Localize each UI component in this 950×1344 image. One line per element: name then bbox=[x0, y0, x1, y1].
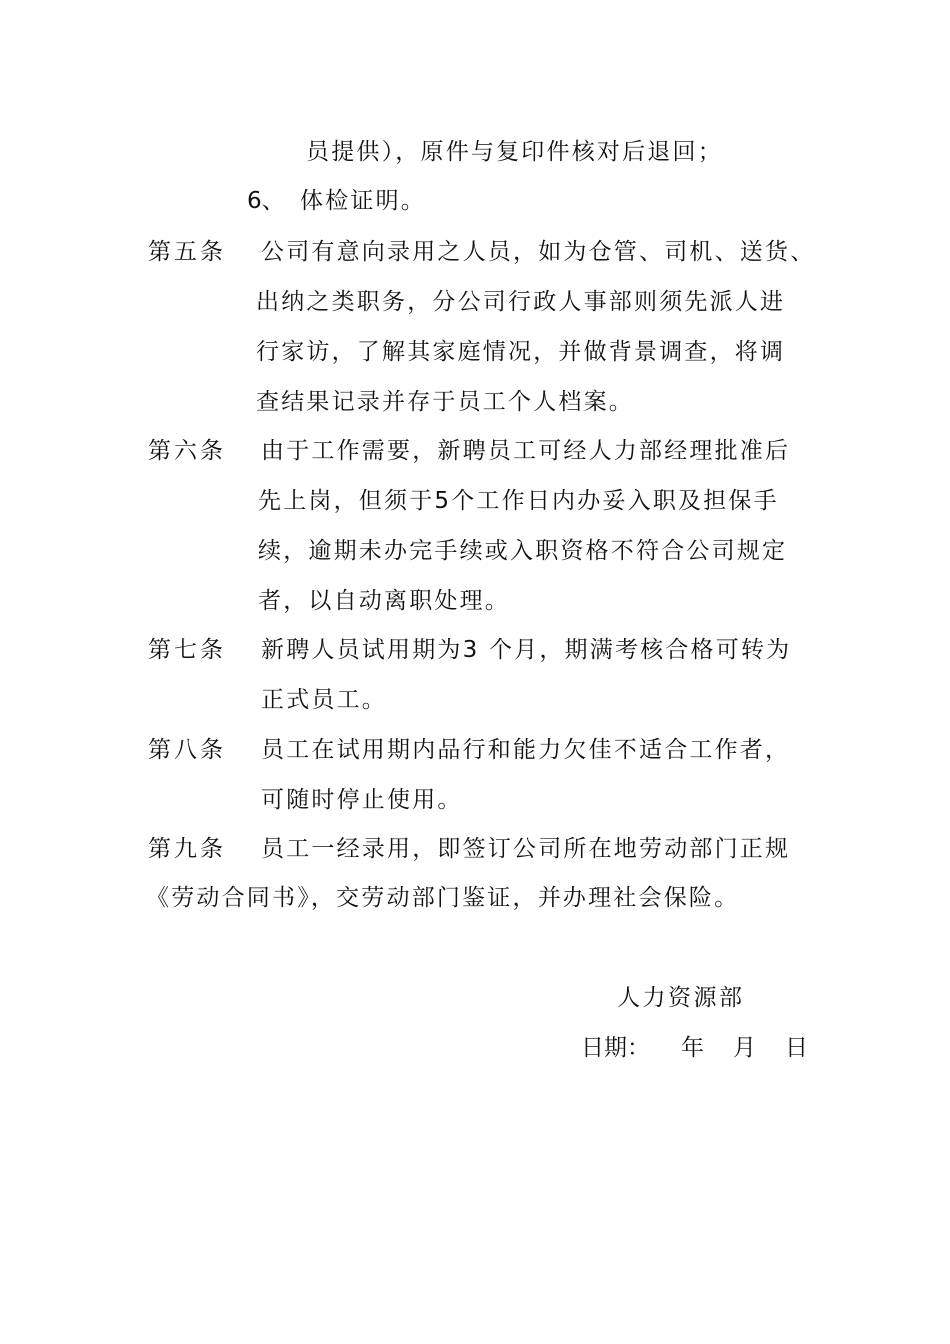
article-5-line-3: 行家访，了解其家庭情况，并做背景调查，将调 bbox=[256, 339, 786, 365]
article-8-line-2: 可随时停止使用。 bbox=[261, 787, 463, 813]
article-6-line-1: 由于工作需要，新聘员工可经人力部经理批准后 bbox=[261, 438, 791, 464]
date-label: 日期： bbox=[581, 1035, 650, 1061]
article-8-label: 第八条 bbox=[148, 737, 226, 763]
article-5-line-1: 公司有意向录用之人员，如为仓管、司机、送货、 bbox=[261, 239, 816, 265]
signature-department: 人力资源部 bbox=[617, 985, 745, 1011]
item-6-number: 6、 bbox=[247, 188, 285, 214]
article-6-label: 第六条 bbox=[148, 438, 226, 464]
article-7-line-1: 新聘人员试用期为3 个月，期满考核合格可转为 bbox=[261, 637, 792, 663]
date-month: 月 bbox=[733, 1035, 756, 1061]
article-5-label: 第五条 bbox=[148, 239, 226, 265]
article-9-label: 第九条 bbox=[148, 836, 226, 862]
article-5-line-4: 查结果记录并存于员工个人档案。 bbox=[256, 389, 634, 415]
continuation-line: 员提供），原件与复印件核对后退回； bbox=[306, 139, 723, 165]
date-day: 日 bbox=[785, 1035, 808, 1061]
article-5-line-2: 出纳之类职务，分公司行政人事部则须先派人进 bbox=[256, 289, 786, 315]
article-9-line-1: 员工一经录用，即签订公司所在地劳动部门正规 bbox=[261, 836, 791, 862]
article-6-line-4: 者，以自动离职处理。 bbox=[258, 588, 510, 614]
item-6-text: 体检证明。 bbox=[300, 188, 426, 214]
article-6-line-2: 先上岗，但须于5个工作日内办妥入职及担保手 bbox=[258, 488, 779, 514]
article-9-line-2: 《劳动合同书》，交劳动部门鉴证，并办理社会保险。 bbox=[146, 885, 740, 911]
article-8-line-1: 员工在试用期内品行和能力欠佳不适合工作者， bbox=[261, 737, 791, 763]
article-7-label: 第七条 bbox=[148, 637, 226, 663]
article-6-line-3: 续，逾期未办完手续或入职资格不符合公司规定 bbox=[258, 538, 788, 564]
date-year: 年 bbox=[681, 1035, 704, 1061]
article-7-line-2: 正式员工。 bbox=[261, 687, 387, 713]
